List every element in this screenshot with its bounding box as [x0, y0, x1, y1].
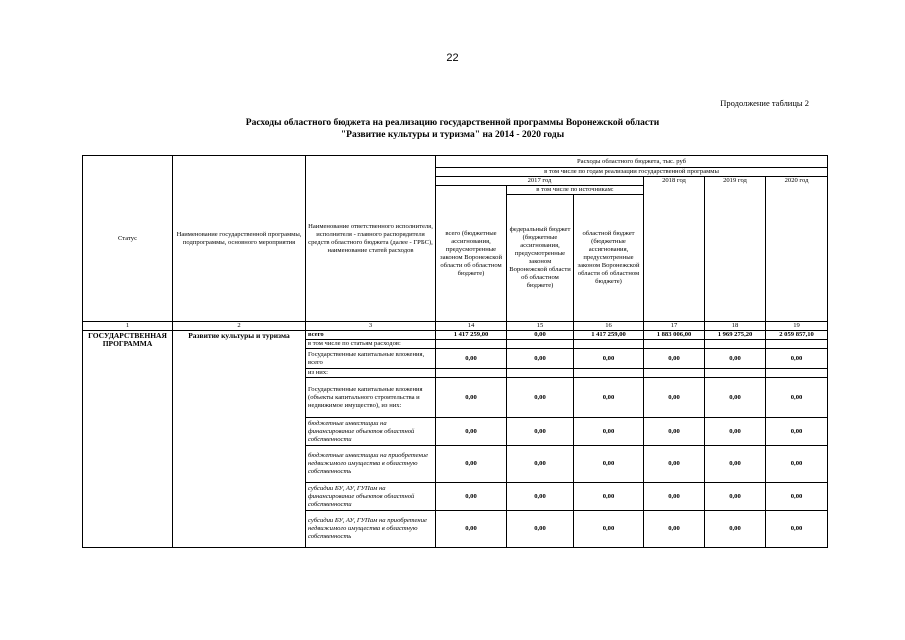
row-label: бюджетные инвестиции на приобретение недвижимого имущества в областную собственность	[306, 446, 436, 483]
cell-value: 0,00	[766, 511, 828, 548]
cell-value: 0,00	[507, 511, 574, 548]
status-value: ГОСУДАРСТВЕННАЯ ПРОГРАММА	[83, 331, 173, 548]
header-by-sources: в том числе по источникам:	[507, 186, 644, 195]
cell-value: 0,00	[507, 349, 574, 369]
col-num-18: 18	[705, 322, 766, 331]
cell-value: 0,00	[766, 378, 828, 418]
cell-value: 0,00	[705, 483, 766, 511]
cell-value: 0,00	[436, 483, 507, 511]
cell-value: 0,00	[644, 418, 705, 446]
row-label: Государственные капитальные вложения, всего	[306, 349, 436, 369]
cell-value: 0,00	[766, 483, 828, 511]
cell-value: 0,00	[436, 511, 507, 548]
header-year-2019: 2019 год	[705, 177, 766, 322]
title-line-1: Расходы областного бюджета на реализацию государственной программы Воронежской области	[245, 118, 660, 128]
cell-value: 0,00	[436, 349, 507, 369]
col-num-1: 1	[83, 322, 173, 331]
program-value: Развитие культуры и туризма	[173, 331, 306, 548]
header-by-years: в том числе по годам реализации государственной программы	[436, 168, 828, 177]
cell-value: 0,00	[705, 378, 766, 418]
cell-value: 0,00	[644, 349, 705, 369]
col-num-15: 15	[507, 322, 574, 331]
cell-value: 2 059 857,10	[766, 331, 828, 340]
cell-value: 1 969 275,20	[705, 331, 766, 340]
cell-value: 0,00	[644, 511, 705, 548]
cell-value: 1 883 006,00	[644, 331, 705, 340]
cell-value: 0,00	[574, 418, 644, 446]
cell-value: 0,00	[705, 349, 766, 369]
cell-value: 1 417 259,00	[574, 331, 644, 340]
cell-value: 0,00	[436, 418, 507, 446]
cell-value: 0,00	[574, 511, 644, 548]
row-label: субсидии БУ, АУ, ГУПам на финансирование объектов областной собственности	[306, 483, 436, 511]
cell-value: 0,00	[574, 483, 644, 511]
cell-value: 0,00	[766, 446, 828, 483]
row-label: всего	[306, 331, 436, 340]
cell-value: 0,00	[644, 378, 705, 418]
title-line-2: "Развитие культуры и туризма" на 2014 - 2020 годы	[340, 130, 565, 140]
cell-value: 1 417 259,00	[436, 331, 507, 340]
cell-value: 0,00	[766, 349, 828, 369]
col-num-2: 2	[173, 322, 306, 331]
cell-value: 0,00	[574, 349, 644, 369]
cell-value: 0,00	[766, 418, 828, 446]
header-year-2018: 2018 год	[644, 177, 705, 322]
col-num-19: 19	[766, 322, 828, 331]
row-label: из них:	[306, 369, 436, 378]
cell-value: 0,00	[705, 446, 766, 483]
header-total-2017: всего (бюджетные ассигнования, предусмотренные законом Воронежской области об областном бюджете)	[436, 186, 507, 322]
budget-table	[82, 155, 828, 548]
col-num-3: 3	[306, 322, 436, 331]
col-num-17: 17	[644, 322, 705, 331]
col-num-14: 14	[436, 322, 507, 331]
header-executor: Наименование ответственного исполнителя, исполнителя - главного распорядителя средств областного бюджета (далее - ГРБС), наименование статей расходов	[306, 156, 436, 322]
table-row	[83, 331, 828, 340]
cell-value: 0,00	[436, 446, 507, 483]
header-budget-total: Расходы областного бюджета, тыс. руб	[436, 156, 828, 168]
cell-value: 0,00	[705, 418, 766, 446]
header-program-name: Наименование государственной программы, подпрограммы, основного мероприятия	[173, 156, 306, 322]
cell-value: 0,00	[705, 511, 766, 548]
row-label: в том числе по статьям расходов:	[306, 340, 436, 349]
continuation-label: Продолжение таблицы 2	[720, 98, 809, 108]
header-status: Статус	[83, 156, 173, 322]
header-year-2017: 2017 год	[436, 177, 644, 186]
cell-value: 0,00	[507, 378, 574, 418]
cell-value: 0,00	[644, 446, 705, 483]
cell-value: 0,00	[507, 446, 574, 483]
cell-value: 0,00	[574, 378, 644, 418]
cell-value: 0,00	[574, 446, 644, 483]
row-label: субсидии БУ, АУ, ГУПам на приобретение недвижимого имущества в областную собственность	[306, 511, 436, 548]
header-regional: областной бюджет (бюджетные ассигнования, предусмотренные законом Воронежской области об областном бюджете)	[574, 195, 644, 322]
header-federal: федеральный бюджет (бюджетные ассигнования, предусмотренные законом Воронежской области об областном бюджете)	[507, 195, 574, 322]
page-number: 22	[446, 52, 459, 64]
cell-value: 0,00	[507, 483, 574, 511]
col-num-16: 16	[574, 322, 644, 331]
cell-value: 0,00	[507, 418, 574, 446]
document-title	[0, 117, 905, 141]
cell-value: 0,00	[436, 378, 507, 418]
cell-value: 0,00	[507, 331, 574, 340]
row-label: Государственные капитальные вложения (объекты капитального строительства и недвижимое имущество), из них:	[306, 378, 436, 418]
cell-value: 0,00	[644, 483, 705, 511]
header-year-2020: 2020 год	[766, 177, 828, 322]
row-label: бюджетные инвестиции на финансирование объектов областной собственности	[306, 418, 436, 446]
